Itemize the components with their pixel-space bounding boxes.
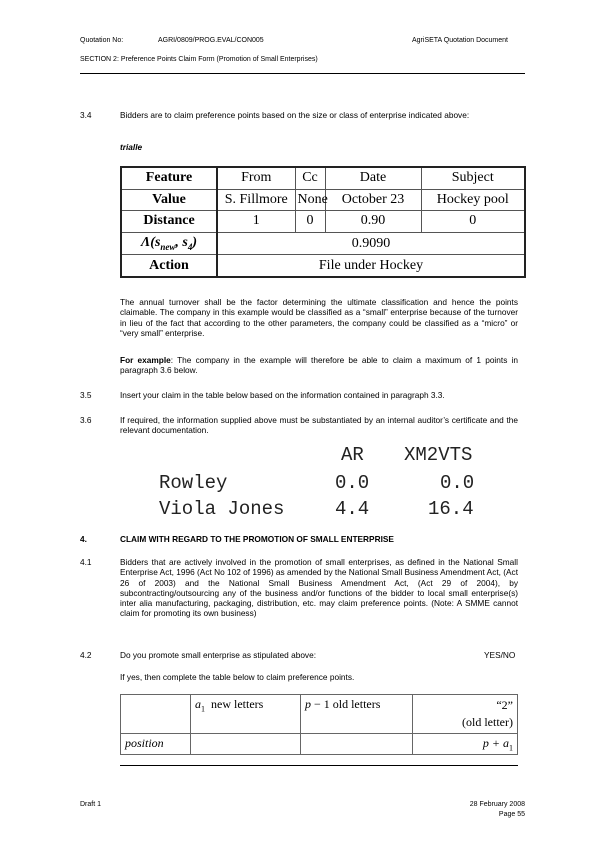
table-cell: 0 (295, 211, 325, 233)
paragraph-4-2: Do you promote small enterprise as stipulated above: (120, 650, 317, 660)
section-title-4: CLAIM WITH REGARD TO THE PROMOTION OF SMALL ENTERPRISE (120, 534, 394, 544)
table-cell: 1 (217, 211, 295, 233)
row-header: Distance (121, 211, 217, 233)
paragraph-number-3-5: 3.5 (80, 390, 92, 400)
results-table (120, 440, 520, 525)
section-rule (120, 765, 518, 766)
column-header: AR (341, 444, 364, 466)
table-cell-formula: $p + a_1$ (413, 734, 518, 755)
table-cell-empty[interactable] (121, 695, 191, 734)
table-row (121, 255, 525, 277)
footer-page: Page 55 (498, 811, 525, 818)
paragraph-number-4-1: 4.1 (80, 557, 92, 567)
table-row (121, 211, 525, 233)
table-cell: Hockey pool (421, 189, 525, 211)
table-cell: October 23 (325, 189, 421, 211)
table-cell: S. Fillmore (217, 189, 295, 211)
row-header: Value (121, 189, 217, 211)
table-cell: Cc (295, 167, 325, 189)
table-cell-empty[interactable] (191, 734, 301, 755)
table-row (121, 189, 525, 211)
paren-close: ) (192, 235, 198, 251)
paragraph-number-4-2: 4.2 (80, 650, 92, 660)
table-cell-empty[interactable] (301, 734, 413, 755)
table-caption: trialle (120, 142, 143, 152)
subscript-new: new (160, 241, 176, 252)
table-cell: None (295, 189, 325, 211)
header-rule (80, 73, 525, 74)
table-cell: 4.4 (335, 498, 370, 520)
paragraph-3-6: If required, the information supplied above must be substantiated by an internal auditor’s certificate and the relevant documentation. (120, 415, 518, 436)
column-header-new-letters: $a_1$ new letters (191, 695, 301, 734)
var-s: s (154, 235, 161, 251)
table-cell: 0 (421, 211, 525, 233)
table-row (121, 232, 525, 255)
table-cell: Date (325, 167, 421, 189)
quotation-label: Quotation No: (80, 37, 124, 44)
paragraph-3-5: Insert your claim in the table below based on the information contained in paragraph 3.3. (120, 390, 445, 400)
table-cell: From (217, 167, 295, 189)
var-s2: , s (175, 235, 188, 251)
row-label-position: position (121, 734, 191, 755)
table-cell: 0.0 (335, 472, 370, 494)
paragraph-3-4: Bidders are to claim preference points based on the size or class of enterprise indicated above: (120, 110, 470, 120)
footer-draft: Draft 1 (80, 801, 102, 808)
table-cell: 0.90 (325, 211, 421, 233)
column-header-old-letter: “2” (old letter) (413, 695, 518, 734)
claim-table (120, 694, 518, 752)
merged-cell: 0.9090 (217, 232, 525, 255)
lambda-symbol: Λ( (140, 235, 155, 251)
paragraph-4-1: Bidders that are actively involved in the promotion of small enterprises, as defined in the National Small Enterprise Act, 1996 (Act No 102 of 1996) as amended by the National Small Business Amendment Act, (Act 26 of 2003) and the National Small Business Amendment Act, (Act 29 of 2004), by subcontracting/outsourcing any of the business and/or functions of the bidder to local small enterprise(s) inter alia manufacturing, packaging, distribution, etc. may claim preference points. (Note: A SMME cannot claim for promoting its own business) (120, 557, 519, 619)
turnover-paragraph: The annual turnover shall be the factor determining the ultimate classification and hence the points claimable. The company in this example would be classified as a “small” enterprise because of the turnover in lieu of the fact that according to the other parameters, the company could be classified as a “micro” or “very small” enterprise. (120, 297, 518, 338)
document-title: AgriSETA Quotation Document (412, 37, 508, 44)
table-cell: Subject (421, 167, 525, 189)
example-text: : The company in the example will therefore be able to claim a maximum of 1 points in paragraph 3.6 below. (120, 355, 518, 376)
row-header-similarity (121, 232, 217, 255)
example-paragraph (120, 355, 518, 376)
table-row (121, 695, 518, 734)
section-number-4: 4. (80, 534, 87, 544)
paragraph-number-3-4: 3.4 (80, 110, 92, 120)
row-header: Action (121, 255, 217, 277)
column-header-old-letters: p − 1 old letters (301, 695, 413, 734)
column-header: XM2VTS (404, 444, 473, 466)
table-row (121, 167, 525, 189)
row-name: Rowley (159, 472, 228, 494)
example-label: For example (120, 355, 171, 365)
section-heading: SECTION 2: Preference Points Claim Form (Promotion of Small Enterprises) (80, 56, 318, 63)
feature-table (120, 166, 526, 278)
yes-no-answer[interactable]: YES/NO (484, 650, 516, 660)
table-cell: 0.0 (440, 472, 475, 494)
subscript-4: 4 (187, 241, 193, 252)
quotation-number: AGRI/0809/PROG.EVAL/CON005 (158, 37, 264, 44)
table-row (121, 734, 518, 755)
row-name: Viola Jones (159, 498, 285, 520)
followup-instruction: If yes, then complete the table below to claim preference points. (120, 672, 355, 682)
row-header: Feature (121, 167, 217, 189)
paragraph-number-3-6: 3.6 (80, 415, 92, 425)
table-cell: 16.4 (428, 498, 474, 520)
footer-date: 28 February 2008 (469, 801, 525, 808)
merged-cell: File under Hockey (217, 255, 525, 277)
